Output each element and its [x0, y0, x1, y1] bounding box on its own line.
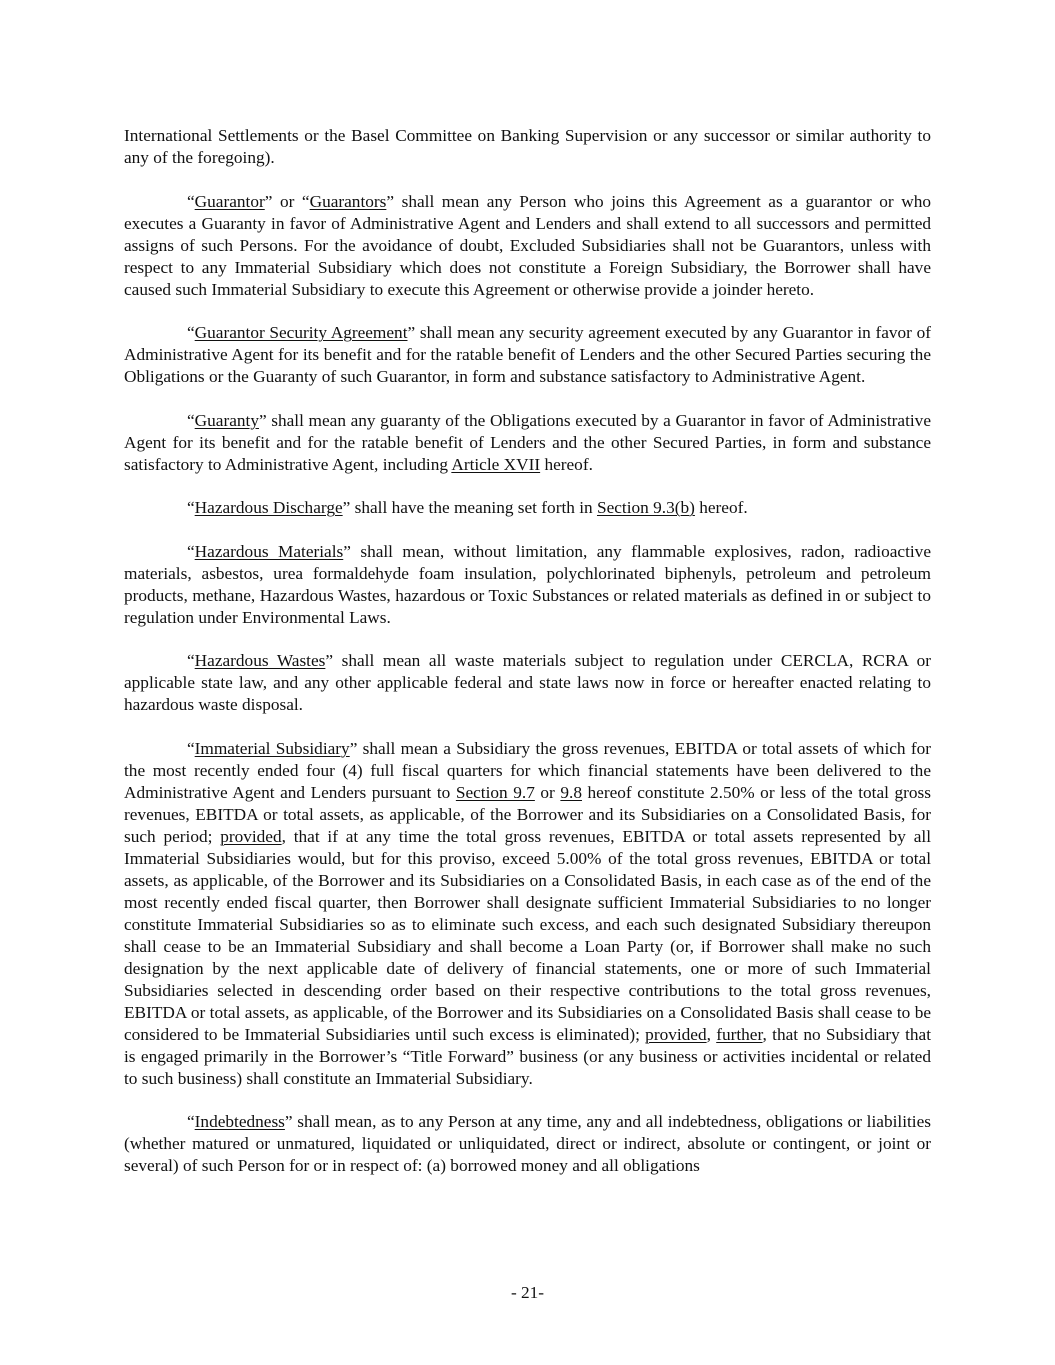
- definition-paragraph-indebtedness: [124, 1111, 931, 1177]
- definition-paragraph-hazardous-wastes: [124, 650, 931, 716]
- underlined-term: Guarantor: [194, 191, 265, 211]
- underlined-term: Guaranty: [194, 410, 259, 430]
- paragraph-text: ” shall mean a Subsidiary the gross revenues, EBITDA or total assets of which for the most recently ended four (4) full fiscal quarters for which financial statements have been delivered to the Administrative Agent and Lenders pursuant to: [124, 738, 932, 802]
- underlined-term: Hazardous Wastes: [194, 651, 326, 670]
- paragraph-text: “: [187, 1112, 195, 1131]
- page-number: - 21-: [510, 1283, 545, 1302]
- paragraph-text: ” shall mean any guaranty of the Obligations executed by a Guarantor in favor of Administrative Agent for its benefit and for the ratable benefit of Lenders and the other Secured Parties, in form and substance satisfactory to Administrative Agent, including: [124, 410, 931, 474]
- definition-paragraph-immaterial-subsidiary: [124, 738, 931, 1090]
- definition-paragraph-hazardous-materials: [124, 541, 931, 629]
- underlined-term: 9.8: [560, 782, 582, 802]
- underlined-term: further: [716, 1024, 763, 1044]
- underlined-term: provided: [645, 1024, 707, 1044]
- paragraph-text: hereof constitute 2.50% or less of the total gross revenues, EBITDA or total assets, as applicable, of the Borrower and its Subsidiaries on a Consolidated Basis, for such period;: [124, 782, 931, 846]
- paragraph-text: ” shall mean all waste materials subject to regulation under CERCLA, RCRA or applicable state law, and any other applicable federal and state laws now in force or hereafter enacted relating to hazardous waste disposal.: [124, 651, 932, 714]
- definition-paragraph-hazardous-discharge: [124, 497, 931, 519]
- paragraph-text: ” shall mean, as to any Person at any time, any and all indebtedness, obligations or liabilities (whether matured or unmatured, liquidated or unliquidated, direct or indirect, absolute or contingent, or joint or several) of such Person for or in respect of: (a) borrowed money and all obligations: [124, 1112, 931, 1175]
- paragraph-text: “: [187, 541, 195, 561]
- paragraph-text: , that no Subsidiary that is engaged primarily in the Borrower’s “Title Forward” business (or any business or activities incidental or related to such business) shall constitute an Immaterial Subsidiary.: [124, 1024, 932, 1088]
- definition-paragraph-guarantor-security-agreement: [124, 322, 931, 388]
- underlined-term: provided: [220, 826, 282, 846]
- paragraph-text: “: [187, 738, 195, 758]
- definition-paragraph-continuation: [124, 125, 931, 169]
- paragraph-text: ” shall mean any security agreement executed by any Guarantor in favor of Administrative Agent for its benefit and for the ratable benefit of Lenders and the other Secured Parties securing the Obligations or the Guaranty of such Guarantor, in form and substance satisfactory to Administrative Agent.: [124, 323, 931, 386]
- paragraph-text: “: [187, 651, 195, 670]
- underlined-term: Section 9.7: [455, 782, 535, 802]
- paragraph-text: ” shall have the meaning set forth in: [342, 498, 597, 517]
- underlined-term: Guarantors: [309, 191, 387, 211]
- paragraph-text: “: [187, 323, 195, 342]
- underlined-term: Hazardous Discharge: [194, 498, 343, 517]
- underlined-term: Section 9.3(b): [596, 498, 695, 517]
- paragraph-text: hereof.: [694, 498, 748, 517]
- paragraph-text: ” shall mean, without limitation, any flammable explosives, radon, radioactive materials, asbestos, urea formaldehyde foam insulation, polychlorinated biphenyls, petroleum and petroleum products, methane, Hazardous Wastes, hazardous or Toxic Substances or related materials as defined in or subject to regulation under Environmental Laws.: [124, 541, 931, 627]
- paragraph-text: “: [187, 498, 195, 517]
- paragraph-text: “: [187, 410, 195, 430]
- definition-paragraph-guaranty: [124, 410, 931, 476]
- paragraph-text: ” or “: [264, 191, 310, 211]
- underlined-term: Article XVII: [451, 454, 541, 474]
- paragraph-text: ,: [706, 1024, 717, 1044]
- paragraph-text: “: [187, 191, 195, 211]
- paragraph-text: International Settlements or the Basel Committee on Banking Supervision or any successor or similar authority to any of the foregoing).: [124, 126, 931, 167]
- paragraph-text: ” shall mean any Person who joins this Agreement as a guarantor or who executes a Guaranty in favor of Administrative Agent and Lenders and shall extend to all successors and permitted assigns of such Persons. For the avoidance of doubt, Excluded Subsidiaries shall not be Guarantors, unless with respect to any Immaterial Subsidiary which does not constitute a Foreign Subsidiary, the Borrower shall have caused such Immaterial Subsidiary to execute this Agreement or otherwise provide a joinder hereto.: [124, 191, 931, 299]
- underlined-term: Hazardous Materials: [194, 541, 344, 561]
- paragraph-text: hereof.: [540, 454, 593, 474]
- paragraph-text: or: [534, 782, 561, 802]
- document-body: [124, 125, 931, 1199]
- paragraph-text: , that if at any time the total gross revenues, EBITDA or total assets represented by all Immaterial Subsidiaries would, but for this proviso, exceed 5.00% of the total gross revenues, EBITDA or total assets, as applicable, of the Borrower and its Subsidiaries on a Consolidated Basis, in each case as of the end of the most recently ended fiscal quarter, then Borrower shall designate sufficient Immaterial Subsidiaries to no longer constitute Immaterial Subsidiaries so as to eliminate such excess, and each such designated Subsidiary thereupon shall cease to be an Immaterial Subsidiary and shall become a Loan Party (or, if Borrower shall make no such designation by the next applicable date of delivery of financial statements, one or more of such Immaterial Subsidiaries selected in descending order based on their respective contributions to the total gross revenues, EBITDA or total assets, as applicable, of the Borrower and its Subsidiaries on a Consolidated Basis shall cease to be considered to be Immaterial Subsidiaries until such excess is eliminated);: [124, 826, 931, 1044]
- underlined-term: Immaterial Subsidiary: [194, 738, 350, 758]
- definition-paragraph-guarantor: [124, 191, 931, 301]
- underlined-term: Indebtedness: [194, 1112, 285, 1131]
- underlined-term: Guarantor Security Agreement: [194, 323, 408, 342]
